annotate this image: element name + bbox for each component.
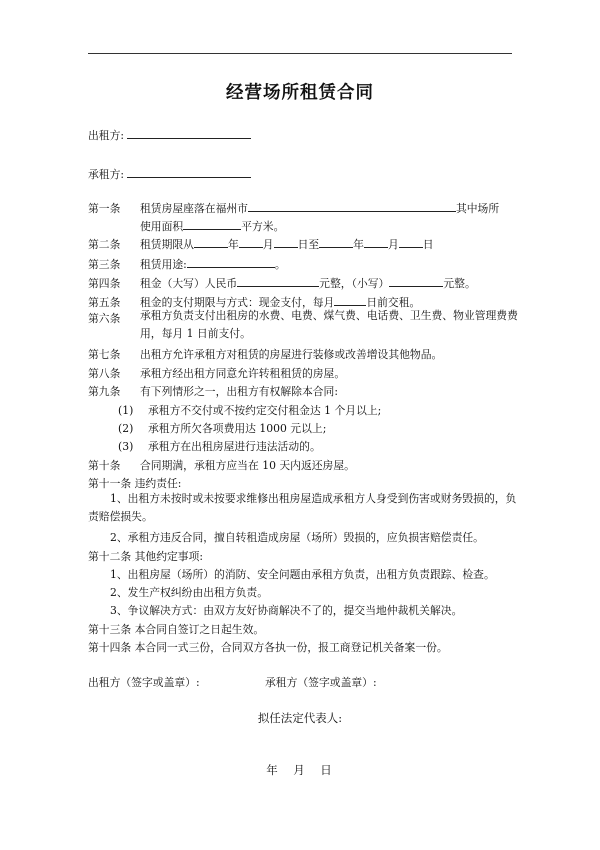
article-9-item: [118, 403, 381, 418]
article-text: 租赁用途:: [140, 258, 187, 271]
item-number: (1): [118, 404, 134, 417]
article-text: 日: [422, 238, 434, 251]
article-text: 平方米。: [241, 220, 285, 233]
lessee-blank[interactable]: [127, 166, 251, 178]
article-number: 第十三条: [88, 623, 132, 636]
article-9-item: [118, 439, 321, 454]
article-text: 出租方允许承租方对租赁的房屋进行装修或改善增设其他物品。: [140, 348, 443, 361]
lessor-blank[interactable]: [127, 127, 251, 139]
article-number: 第十四条: [88, 641, 132, 654]
article-13: [88, 622, 264, 637]
article-text: 违约责任:: [134, 477, 182, 490]
article-9: [88, 384, 338, 399]
area-blank[interactable]: [183, 218, 241, 230]
article-number: 第十条: [88, 459, 121, 472]
end-month-blank[interactable]: [364, 236, 388, 248]
start-year-blank[interactable]: [194, 236, 228, 248]
article-text: 租金的支付期限与方式：现金支付，每月: [140, 296, 335, 309]
article-14: [88, 640, 448, 655]
lessor-label: 出租方:: [88, 129, 125, 142]
address-blank[interactable]: [248, 200, 456, 212]
signature-date: 年 月 日: [266, 763, 334, 777]
article-text: 月: [262, 238, 274, 251]
lessee-signature-label: 承租方（签字或盖章）:: [265, 676, 377, 689]
article-text: 月: [387, 238, 399, 251]
item-text: 承租方在出租房屋进行违法活动的。: [148, 440, 321, 453]
article-text: 合同期满，承租方应当在 10 天内返还房屋。: [140, 459, 355, 472]
article-number: 第二条: [88, 238, 121, 251]
article-number: 第九条: [88, 385, 121, 398]
item-text: 承租方不交付或不按约定交付租金达 1 个月以上;: [148, 404, 382, 417]
article-number: 第十二条: [88, 550, 132, 563]
article-6-text: 承租方负责支付出租房的水费、电费、煤气费、电话费、卫生费、物业管理费费用，每月 1 日前支付。: [140, 309, 518, 340]
article-1-cont: [140, 218, 284, 234]
representative-label: 拟任法定代表人:: [257, 711, 343, 725]
end-year-blank[interactable]: [319, 236, 353, 248]
article-11: [88, 476, 181, 491]
article-1: [88, 200, 499, 216]
article-text: 租赁期限从: [140, 238, 194, 251]
article-text: 其中场所: [455, 202, 500, 215]
article-9-item: [118, 421, 326, 436]
article-2: [88, 236, 434, 252]
article-7: [88, 347, 442, 362]
lessee-label: 承租方:: [88, 168, 125, 181]
article-text: 日至: [297, 238, 320, 251]
article-text: 日前交租。: [366, 296, 421, 309]
article-text: 承租方经出租方同意允许转租租赁的房屋。: [140, 367, 346, 380]
item-number: (2): [118, 422, 134, 435]
lessor-signature-label: 出租方（签字或盖章）:: [88, 676, 200, 689]
article-10: [88, 458, 355, 473]
article-number: 第十一条: [88, 477, 132, 490]
article-text: 本合同一式三份，合同双方各执一份，报工商登记机关备案一份。: [134, 641, 448, 654]
article-number: 第一条: [88, 202, 121, 215]
article-12-item: 2、发生产权纠纷由出租方负责。: [110, 586, 269, 599]
article-text: 使用面积: [140, 220, 184, 233]
end-day-blank[interactable]: [399, 236, 423, 248]
article-text: 年: [353, 238, 364, 251]
rent-lowercase-blank[interactable]: [389, 275, 443, 287]
payment-day-blank[interactable]: [334, 294, 366, 306]
article-text: 元整。: [443, 277, 476, 290]
article-8: [88, 366, 345, 381]
start-month-blank[interactable]: [239, 236, 263, 248]
article-text: 其他约定事项:: [134, 550, 204, 563]
item-number: (3): [118, 440, 134, 453]
article-text: 年: [227, 238, 239, 251]
purpose-blank[interactable]: [187, 256, 275, 268]
article-number: 第八条: [88, 367, 121, 380]
start-day-blank[interactable]: [274, 236, 298, 248]
article-text: 租赁房屋座落在福州市: [140, 202, 248, 215]
article-text: 有下列情形之一，出租方有权解除本合同:: [140, 385, 338, 398]
article-4: [88, 275, 476, 291]
article-number: 第六条: [88, 312, 121, 325]
article-11-p1: 1、出租方未按时或未按要求维修出租房屋造成承租方人身受到伤害或财务毁损的，负责赔偿损失。: [88, 492, 517, 523]
article-number: 第三条: [88, 258, 121, 271]
item-text: 承租方所欠各项费用达 1000 元以上;: [148, 422, 327, 435]
article-number: 第七条: [88, 348, 121, 361]
article-12-item: 3、争议解决方式：由双方友好协商解决不了的，提交当地仲裁机关解决。: [110, 604, 463, 617]
article-text: 租金（大写）人民币: [140, 277, 238, 290]
top-rule: [88, 53, 512, 54]
lessee-line: [88, 166, 251, 182]
article-12-item: 1、出租房屋（场所）的消防、安全问题由承租方负责，出租方负责跟踪、检查。: [110, 568, 495, 581]
lessor-line: [88, 127, 251, 143]
article-6-number: [88, 311, 140, 326]
article-text: 本合同自签订之日起生效。: [134, 623, 265, 636]
document-title: 经营场所租赁合同: [226, 83, 374, 103]
article-3: [88, 256, 286, 272]
article-12: [88, 549, 203, 564]
article-number: 第五条: [88, 296, 121, 309]
article-11-p2: 2、承租方违反合同，擅自转租造成房屋（场所）毁损的，应负损害赔偿责任。: [110, 531, 484, 544]
rent-uppercase-blank[interactable]: [237, 275, 319, 287]
article-text: 。: [274, 258, 286, 271]
article-number: 第四条: [88, 277, 121, 290]
article-text: 元整，（小写）: [319, 277, 390, 290]
